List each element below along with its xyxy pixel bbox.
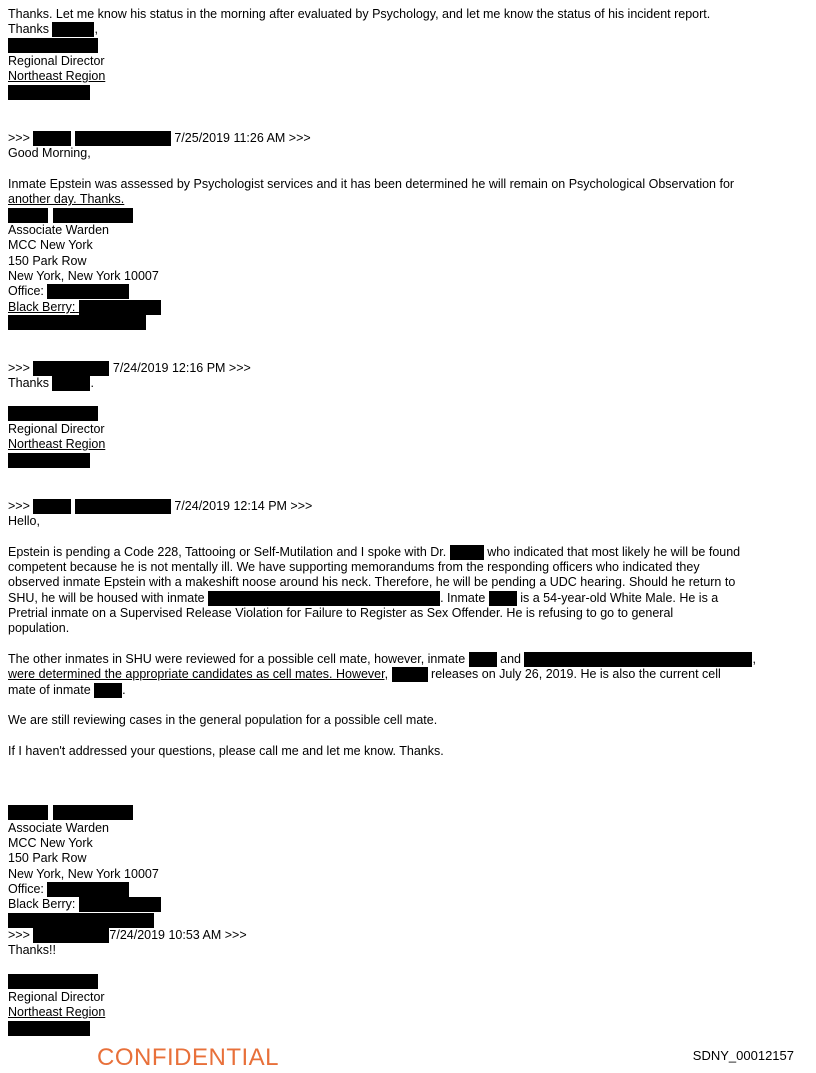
email4-header-prefix: >>> — [8, 499, 30, 513]
redaction — [450, 545, 484, 560]
email5-header — [8, 928, 247, 943]
email3-title: Regional Director — [8, 422, 105, 436]
email4-office-label: Office: — [8, 882, 44, 896]
redaction — [8, 453, 90, 468]
redaction — [33, 131, 71, 146]
redaction — [8, 913, 154, 928]
email3-header — [8, 361, 251, 376]
email4-text: . Inmate — [440, 591, 486, 605]
email1-thanks: Thanks — [8, 22, 49, 36]
email2-blackberry — [8, 300, 161, 315]
email4-text: who indicated that most likely he will be found — [487, 545, 741, 559]
redaction — [8, 406, 98, 421]
confidential-stamp: CONFIDENTIAL — [97, 1044, 280, 1071]
redaction — [33, 361, 109, 376]
redaction — [8, 315, 146, 330]
email2-header-prefix: >>> — [8, 131, 30, 145]
redaction — [53, 805, 133, 820]
email4-p3: We are still reviewing cases in the general population for a possible cell mate. — [8, 713, 438, 727]
email5-body: Thanks!! — [8, 943, 56, 957]
redaction — [33, 928, 109, 943]
email4-p1-line5: Pretrial inmate on a Supervised Release Violation for Failure to Register as Sex Offender. He is refusing to go to general — [8, 606, 674, 620]
redaction — [79, 300, 161, 315]
email4-p2-line2 — [8, 667, 721, 682]
redaction — [52, 22, 94, 37]
redaction — [392, 667, 428, 682]
email4-org: MCC New York — [8, 836, 93, 850]
email1-thanks-line — [8, 22, 98, 37]
email4-text: , — [752, 652, 756, 666]
email4-text: . — [122, 683, 126, 697]
email4-p2-line1 — [8, 652, 756, 667]
email3-period: . — [90, 376, 94, 390]
redaction — [8, 85, 90, 100]
email2-city: New York, New York 10007 — [8, 269, 159, 283]
email2-greeting: Good Morning, — [8, 146, 91, 160]
email2-office — [8, 284, 129, 299]
redaction — [79, 897, 161, 912]
email4-p1-line3: observed inmate Epstein with a makeshift noose around his neck. Therefore, he will be pending a UDC hearing. Should he return to — [8, 575, 736, 589]
email2-org: MCC New York — [8, 238, 93, 252]
email4-text: Epstein is pending a Code 228, Tattooing or Self-Mutilation and I spoke with Dr. — [8, 545, 447, 559]
redaction — [8, 38, 98, 53]
redaction — [94, 683, 122, 698]
email5-title: Regional Director — [8, 990, 105, 1004]
email2-header — [8, 131, 311, 146]
redaction — [8, 1021, 90, 1036]
email2-header-date: 7/25/2019 11:26 AM >>> — [174, 131, 311, 145]
email4-text: mate of inmate — [8, 683, 91, 697]
email4-greeting: Hello, — [8, 514, 40, 528]
redaction — [47, 882, 129, 897]
redaction — [8, 974, 98, 989]
redaction — [52, 376, 90, 391]
redaction — [489, 591, 517, 606]
email4-p1-line4 — [8, 591, 718, 606]
email4-text: were determined the appropriate candidates as cell mates. However, — [8, 667, 389, 681]
email4-text: and — [500, 652, 521, 666]
email2-office-label: Office: — [8, 284, 44, 298]
email3-thanks: Thanks — [8, 376, 49, 390]
email2-title: Associate Warden — [8, 223, 109, 237]
email4-office — [8, 882, 129, 897]
email4-city: New York, New York 10007 — [8, 867, 159, 881]
email5-region: Northeast Region — [8, 1005, 106, 1019]
email4-bb-label: Black Berry: — [8, 897, 76, 911]
email1-comma: , — [94, 22, 98, 36]
email3-header-date: 7/24/2019 12:16 PM >>> — [112, 361, 251, 375]
redaction — [75, 499, 171, 514]
email2-body-line2: another day. Thanks. — [8, 192, 125, 206]
email4-street: 150 Park Row — [8, 851, 87, 865]
email5-header-date: 7/24/2019 10:53 AM >>> — [109, 928, 247, 942]
email4-header — [8, 499, 312, 514]
redaction — [33, 499, 71, 514]
email5-header-prefix: >>> — [8, 928, 30, 942]
email4-p1-line6: population. — [8, 621, 70, 635]
email4-p1-line2: competent because he is not mentally ill. We have supporting memorandums from the responding officers who indicated they — [8, 560, 700, 574]
redaction — [524, 652, 752, 667]
email2-bb-label: Black Berry: — [8, 300, 76, 314]
email4-text: releases on July 26, 2019. He is also the current cell — [431, 667, 721, 681]
email4-text: The other inmates in SHU were reviewed for a possible cell mate, however, inmate — [8, 652, 466, 666]
email4-p1-line1 — [8, 545, 740, 560]
email3-region: Northeast Region — [8, 437, 106, 451]
redaction — [53, 208, 133, 223]
email4-text: is a 54-year-old White Male. He is a — [520, 591, 719, 605]
redaction — [75, 131, 171, 146]
email2-street: 150 Park Row — [8, 254, 87, 268]
email1-region: Northeast Region — [8, 69, 106, 83]
email4-blackberry — [8, 897, 161, 912]
email3-header-prefix: >>> — [8, 361, 30, 375]
email4-text: SHU, he will be housed with inmate — [8, 591, 205, 605]
email1-title: Regional Director — [8, 54, 105, 68]
email4-title: Associate Warden — [8, 821, 109, 835]
email4-p4: If I haven't addressed your questions, please call me and let me know. Thanks. — [8, 744, 444, 758]
redaction — [8, 805, 48, 820]
email3-thanks-line — [8, 376, 94, 391]
email4-p2-line3 — [8, 683, 126, 698]
redaction — [208, 591, 440, 606]
bates-number: SDNY_00012157 — [692, 1048, 794, 1063]
redaction — [469, 652, 497, 667]
email2-body-line1: Inmate Epstein was assessed by Psychologist services and it has been determined he will remain on Psychological Observation for — [8, 177, 735, 191]
email4-header-date: 7/24/2019 12:14 PM >>> — [174, 499, 313, 513]
email1-body: Thanks. Let me know his status in the morning after evaluated by Psychology, and let me know the status of his incident report. — [8, 7, 711, 21]
redaction — [47, 284, 129, 299]
redaction — [8, 208, 48, 223]
